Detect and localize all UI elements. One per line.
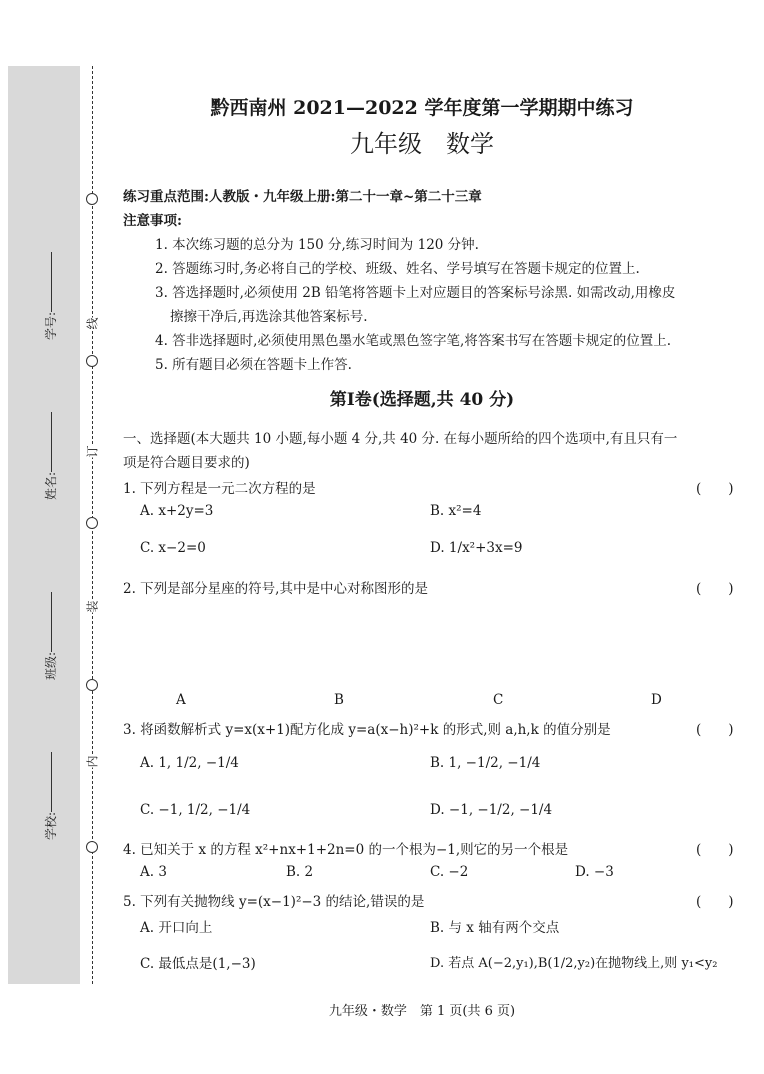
part1-intro: 一、选择题(本大题共 10 小题,每小题 4 分,共 40 分. 在每小题所给的四个选项中,有且只有一 bbox=[123, 431, 678, 447]
section-title: 第Ⅰ卷(选择题,共 40 分) bbox=[329, 390, 515, 410]
q5-option-c: C. 最低点是(1,−3) bbox=[140, 956, 256, 972]
binding-hole bbox=[86, 841, 98, 853]
q1-stem: 1. 下列方程是一元二次方程的是 bbox=[123, 481, 316, 497]
q2-stem: 2. 下列是部分星座的符号,其中是中心对称图形的是 bbox=[123, 581, 428, 597]
q4-option-a: A. 3 bbox=[140, 864, 167, 880]
cut-char-zhuang: 装 bbox=[85, 600, 100, 613]
note-item: 2. 答题练习时,务必将自己的学校、班级、姓名、学号填写在答题卡规定的位置上. bbox=[155, 261, 640, 277]
part1-intro-cont: 项是符合题目要求的) bbox=[123, 455, 250, 471]
q2-label-d: D bbox=[651, 692, 662, 708]
q2-label-c: C bbox=[493, 692, 504, 708]
q3-option-b: B. 1, −1/2, −1/4 bbox=[430, 755, 541, 771]
cut-char-ding: 订 bbox=[85, 445, 100, 458]
binding-hole bbox=[86, 679, 98, 691]
binding-hole bbox=[86, 193, 98, 205]
scope-line: 练习重点范围:人教版・九年级上册:第二十一章~第二十三章 bbox=[123, 189, 482, 205]
answer-paren: ( ) bbox=[696, 722, 734, 738]
cut-char-xian: 线 bbox=[85, 317, 100, 330]
answer-paren: ( ) bbox=[696, 894, 734, 910]
school-field-label: 学校: bbox=[42, 752, 59, 840]
q1-option-c: C. x−2=0 bbox=[140, 540, 206, 556]
q3-option-c: C. −1, 1/2, −1/4 bbox=[140, 802, 251, 818]
id-field-label: 学号: bbox=[42, 252, 59, 340]
q3-option-a: A. 1, 1/2, −1/4 bbox=[140, 755, 239, 771]
note-item: 1. 本次练习题的总分为 150 分,练习时间为 120 分钟. bbox=[155, 237, 479, 253]
q4-option-b: B. 2 bbox=[286, 864, 314, 880]
q5-stem: 5. 下列有关抛物线 y=(x−1)²−3 的结论,错误的是 bbox=[123, 894, 425, 910]
q1-option-d: D. 1/x²+3x=9 bbox=[430, 540, 523, 556]
name-field-label: 姓名: bbox=[42, 412, 59, 500]
class-field-label: 班级: bbox=[42, 592, 59, 680]
q5-option-b: B. 与 x 轴有两个交点 bbox=[430, 920, 560, 936]
q1-option-b: B. x²=4 bbox=[430, 503, 482, 519]
exam-title: 黔西南州 2021—2022 学年度第一学期期中练习 bbox=[210, 97, 634, 119]
answer-paren: ( ) bbox=[696, 481, 734, 497]
q1-option-a: A. x+2y=3 bbox=[140, 503, 214, 519]
page-footer: 九年级・数学 第 1 页(共 6 页) bbox=[328, 1004, 516, 1019]
note-item: 擦擦干净后,再选涂其他答案标号. bbox=[170, 309, 368, 325]
q3-stem: 3. 将函数解析式 y=x(x+1)配方化成 y=a(x−h)²+k 的形式,则 a,h,k 的值分别是 bbox=[123, 722, 611, 738]
q4-stem: 4. 已知关于 x 的方程 x²+nx+1+2n=0 的一个根为−1,则它的另一个根是 bbox=[123, 842, 569, 858]
binding-hole bbox=[86, 355, 98, 367]
binding-strip bbox=[8, 66, 80, 984]
exam-subject: 九年级 数学 bbox=[350, 130, 494, 158]
q5-option-d: D. 若点 A(−2,y₁),B(1/2,y₂)在抛物线上,则 y₁<y₂ bbox=[430, 956, 718, 971]
cut-char-nei: 内 bbox=[85, 755, 100, 768]
binding-hole bbox=[86, 517, 98, 529]
q2-label-a: A bbox=[176, 692, 186, 708]
note-item: 3. 答选择题时,必须使用 2B 铅笔将答题卡上对应题目的答案标号涂黑. 如需改动,用橡皮 bbox=[155, 285, 676, 301]
answer-paren: ( ) bbox=[696, 842, 734, 858]
q2-label-b: B bbox=[334, 692, 344, 708]
q5-option-a: A. 开口向上 bbox=[140, 920, 213, 936]
q3-option-d: D. −1, −1/2, −1/4 bbox=[430, 802, 553, 818]
notes-heading: 注意事项: bbox=[123, 213, 182, 229]
note-item: 5. 所有题目必须在答题卡上作答. bbox=[155, 357, 352, 373]
answer-paren: ( ) bbox=[696, 581, 734, 597]
q4-option-d: D. −3 bbox=[575, 864, 614, 880]
note-item: 4. 答非选择题时,必须使用黑色墨水笔或黑色签字笔,将答案书写在答题卡规定的位置上. bbox=[155, 333, 672, 349]
q4-option-c: C. −2 bbox=[430, 864, 469, 880]
